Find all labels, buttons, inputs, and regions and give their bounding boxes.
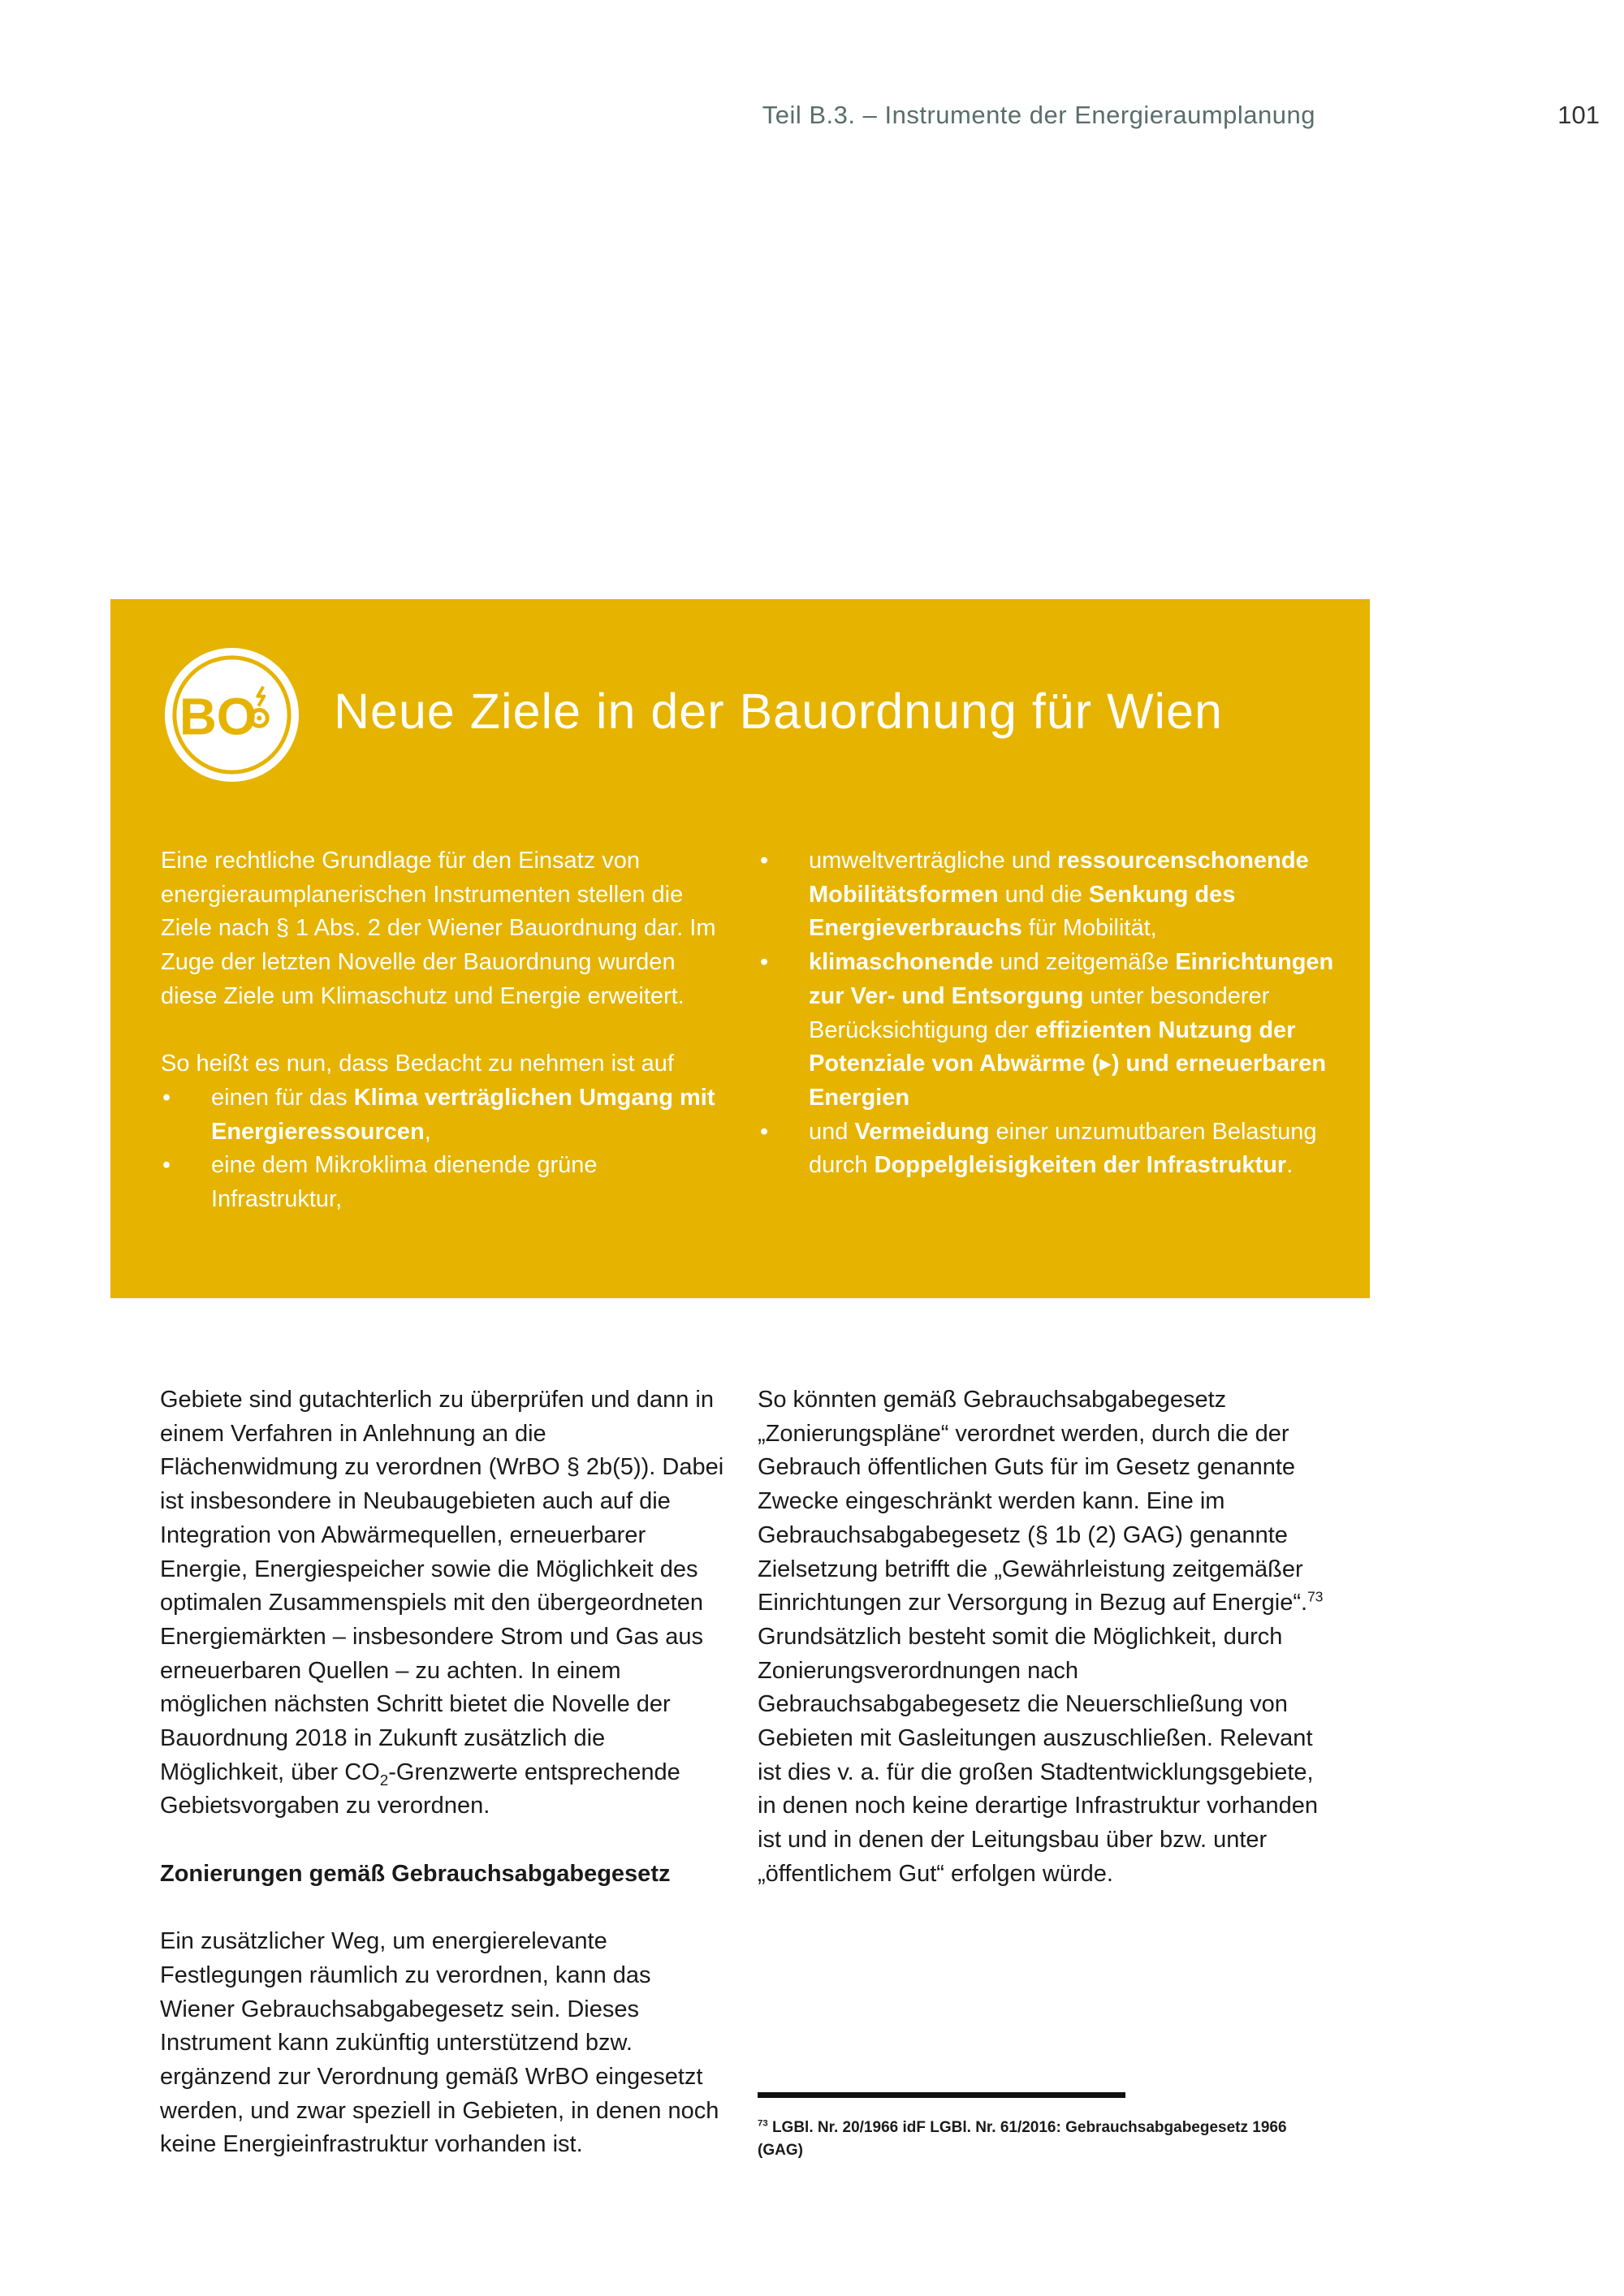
body-paragraph: So könnten gemäß Gebrauchsabgabegesetz „Zonierungspläne“ verordnet werden, durch die der Gebrauch öffentlichen Guts für im Gesetz genannte Zwecke eingeschränkt werden kann. Eine im Gebrauchsabgabegesetz (§ 1b (2) GAG) genannte Zielsetzung betrifft die „Gewährleistung zeitgemäßer Einrichtungen zur Versorgung in Bezug auf Energie“.$^{73}$ Grundsätzlich besteht somit die Möglichkeit, durch Zonierungsverordnungen nach Gebrauchsabgabegesetz die Neuerschließung von Gebieten mit Gasleitungen auszuschließen. Relevant ist dies v. a. für die großen Stadtentwicklungsgebiete, in denen noch keine derartige Infrastruktur vorhanden ist und in denen der Leitungsbau über bzw. unter „öffentlichem Gut“ erfolgen würde. [758,1387,1324,1887]
running-head: Teil B.3. – Instrumente der Energieraumplanung [762,101,1315,129]
list-item: • einen für das Klima verträglichen Umgang mit Energieressourcen, [161,1081,721,1149]
section-heading: Zonierungen gemäß Gebrauchsabgabegesetz [160,1860,671,1887]
bo-logo-icon [162,645,302,785]
box-lead: So heißt es nun, dass Bedacht zu nehmen ist auf [161,1051,674,1077]
footnote: $^{73}$ LGBl. Nr. 20/1966 idF LGBl. Nr. 61/2016: Gebrauchsabgabegesetz 1966 (GAG) [758,2118,1287,2159]
footnote-rule [758,2092,1125,2098]
box-title: Neue Ziele in der Bauordnung für Wien [334,684,1223,739]
info-box [110,599,1370,1298]
page-number: 101 [1557,101,1600,129]
box-intro: Eine rechtliche Grundlage für den Einsatz von energieraumplanerischen Instrumenten stellen die Ziele nach § 1 Abs. 2 der Wiener Bauordnung dar. Im Zuge der letzten Novelle der Bauordnung wurden diese Ziele um Klimaschutz und Energie erweitert. [161,848,716,1009]
list-item: • klimaschonende und zeitgemäße Einrichtungen zur Ver- und Entsorgung unter besonderer Berücksichtigung der effizienten Nutzung der Potenziale von Abwärme (▸) und erneuerbaren Energien [758,946,1343,1116]
box-column-left [161,844,721,1217]
bullet: • [760,848,769,874]
goal-list-right [758,844,1343,1183]
body-paragraph: Gebiete sind gutachterlich zu überprüfen und dann in einem Verfahren in Anlehnung an die Flächenwidmung zu verordnen (WrBO § 2b(5)). Dabei ist insbesondere in Neubaugebieten auch auf die Integration von Abwärmequellen, erneuerbarer Energie, Energiespeicher sowie die Möglichkeit des optimalen Zusammenspiels mit den übergeordneten Energiemärkten – insbesondere Strom und Gas aus erneuerbaren Quellen – zu achten. In einem möglichen nächsten Schritt bietet die Novelle der Bauordnung 2018 in Zukunft zusätzlich die Möglichkeit, über $CO_2$-Grenzwerte entsprechende Gebietsvorgaben zu verordnen. [160,1387,724,1819]
list-item: • umweltverträgliche und ressourcenschonende Mobilitätsformen und die Senkung des Energieverbrauchs für Mobilität, [758,844,1343,946]
list-item: • und Vermeidung einer unzumutbaren Belastung durch Doppelgleisigkeiten der Infrastruktur. [758,1116,1343,1183]
logo-text: BO [179,688,257,746]
bullet: • [162,1152,171,1179]
bullet: • [162,1084,171,1111]
list-item: • eine dem Mikroklima dienende grüne Infrastruktur, [161,1149,721,1216]
footnote-ref[interactable]: 73 [1307,1588,1324,1605]
box-column-right [758,844,1343,1183]
body-paragraph: Ein zusätzlicher Weg, um energierelevante Festlegungen räumlich zu verordnen, kann das Wiener Gebrauchsabgabegesetz sein. Dieses Instrument kann zukünftig unterstützend bzw. ergänzend zur Verordnung gemäß WrBO eingesetzt werden, und zwar speziell in Gebieten, in denen noch keine Energieinfrastruktur vorhanden ist. [160,1928,719,2158]
goal-list-left [161,1081,721,1217]
body-column-right [758,1383,1326,1892]
bullet: • [760,949,769,976]
bullet: • [760,1118,769,1145]
body-column-left [160,1383,728,2162]
